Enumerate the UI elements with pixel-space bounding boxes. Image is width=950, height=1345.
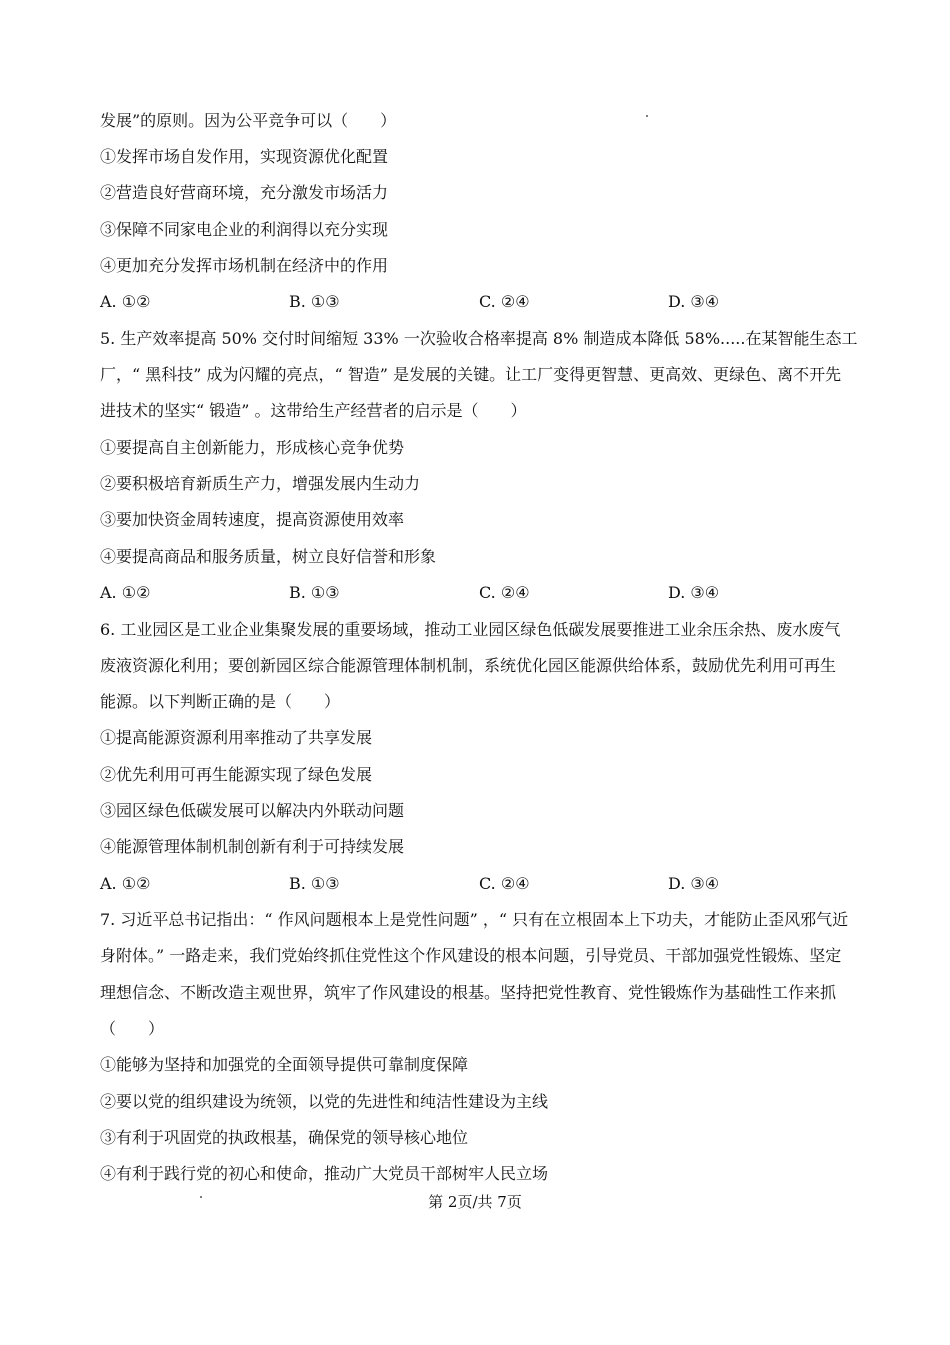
q7-option: ①能够为坚持和加强党的全面领导提供可靠制度保障	[100, 1055, 469, 1074]
q6-answer-choices	[100, 874, 860, 894]
q7-stem-line: 理想信念、不断改造主观世界，筑牢了作风建设的根基。坚持把党性教育、党性锻炼作为基础性工作来抓	[100, 983, 837, 1002]
choice-c: C. ②④	[479, 292, 530, 311]
page-number: 第 2页/共 7页	[428, 1193, 522, 1211]
q6-stem-line: 6. 工业园区是工业企业集聚发展的重要场域，推动工业园区绿色低碳发展要推进工业余压余热、废水废气	[100, 620, 841, 639]
choice-d: D. ③④	[668, 292, 720, 311]
q6-option: ①提高能源资源利用率推动了共享发展	[100, 728, 373, 747]
choice-b: B. ①③	[289, 583, 340, 602]
q6-option: ④能源管理体制机制创新有利于可持续发展	[100, 837, 405, 856]
q5-option: ③要加快资金周转速度，提高资源使用效率	[100, 510, 405, 529]
choice-a: A. ①②	[100, 874, 151, 893]
q7-option: ③有利于巩固党的执政根基，确保党的领导核心地位	[100, 1128, 469, 1147]
choice-b: B. ①③	[289, 292, 340, 311]
q4-option: ③保障不同家电企业的利润得以充分实现	[100, 220, 389, 239]
q7-stem-line: 身附体。” 一路走来，我们党始终抓住党性这个作风建设的根本问题，引导党员、干部加强党性锻炼、坚定	[100, 946, 842, 965]
q6-stem-line: 能源。以下判断正确的是（ ）	[100, 692, 341, 711]
q6-option: ②优先利用可再生能源实现了绿色发展	[100, 765, 373, 784]
q5-option: ①要提高自主创新能力，形成核心竞争优势	[100, 438, 405, 457]
q4-option: ②营造良好营商环境，充分激发市场活力	[100, 183, 389, 202]
q7-option: ②要以党的组织建设为统领，以党的先进性和纯洁性建设为主线	[100, 1092, 549, 1111]
choice-a: A. ①②	[100, 583, 151, 602]
q5-option: ④要提高商品和服务质量，树立良好信誉和形象	[100, 547, 437, 566]
q4-answer-choices	[100, 292, 860, 312]
q5-stem-line: 5. 生产效率提高 50% 交付时间缩短 33% 一次验收合格率提高 8% 制造成本降低 58%.....在某智能生态工	[100, 329, 858, 348]
q7-stem-line: 7. 习近平总书记指出：“ 作风问题根本上是党性问题” ，“ 只有在立根固本上下功夫，才能防止歪风邪气近	[100, 910, 849, 929]
q4-stem-tail: 发展”的原则。因为公平竞争可以（ ）	[100, 111, 397, 130]
q4-option: ①发挥市场自发作用，实现资源优化配置	[100, 147, 389, 166]
q5-answer-choices	[100, 583, 860, 603]
q5-stem-line: 厂，“ 黑科技” 成为闪耀的亮点，“ 智造” 是发展的关键。让工厂变得更智慧、更高效、更绿色、离不开先	[100, 365, 842, 384]
q6-option: ③园区绿色低碳发展可以解决内外联动问题	[100, 801, 405, 820]
q5-option: ②要积极培育新质生产力，增强发展内生动力	[100, 474, 421, 493]
q5-stem-line: 进技术的坚实“ 锻造” 。这带给生产经营者的启示是（ ）	[100, 401, 527, 420]
choice-c: C. ②④	[479, 874, 530, 893]
q7-option: ④有利于践行党的初心和使命，推动广大党员干部树牢人民立场	[100, 1164, 549, 1183]
q7-stem-line: （ ）	[100, 1019, 165, 1038]
choice-c: C. ②④	[479, 583, 530, 602]
choice-d: D. ③④	[668, 583, 720, 602]
choice-b: B. ①③	[289, 874, 340, 893]
q4-option: ④更加充分发挥市场机制在经济中的作用	[100, 256, 389, 275]
choice-d: D. ③④	[668, 874, 720, 893]
q6-stem-line: 废液资源化利用；要创新园区综合能源管理体制机制，系统优化园区能源供给体系，鼓励优先利用可再生	[100, 656, 837, 675]
choice-a: A. ①②	[100, 292, 151, 311]
